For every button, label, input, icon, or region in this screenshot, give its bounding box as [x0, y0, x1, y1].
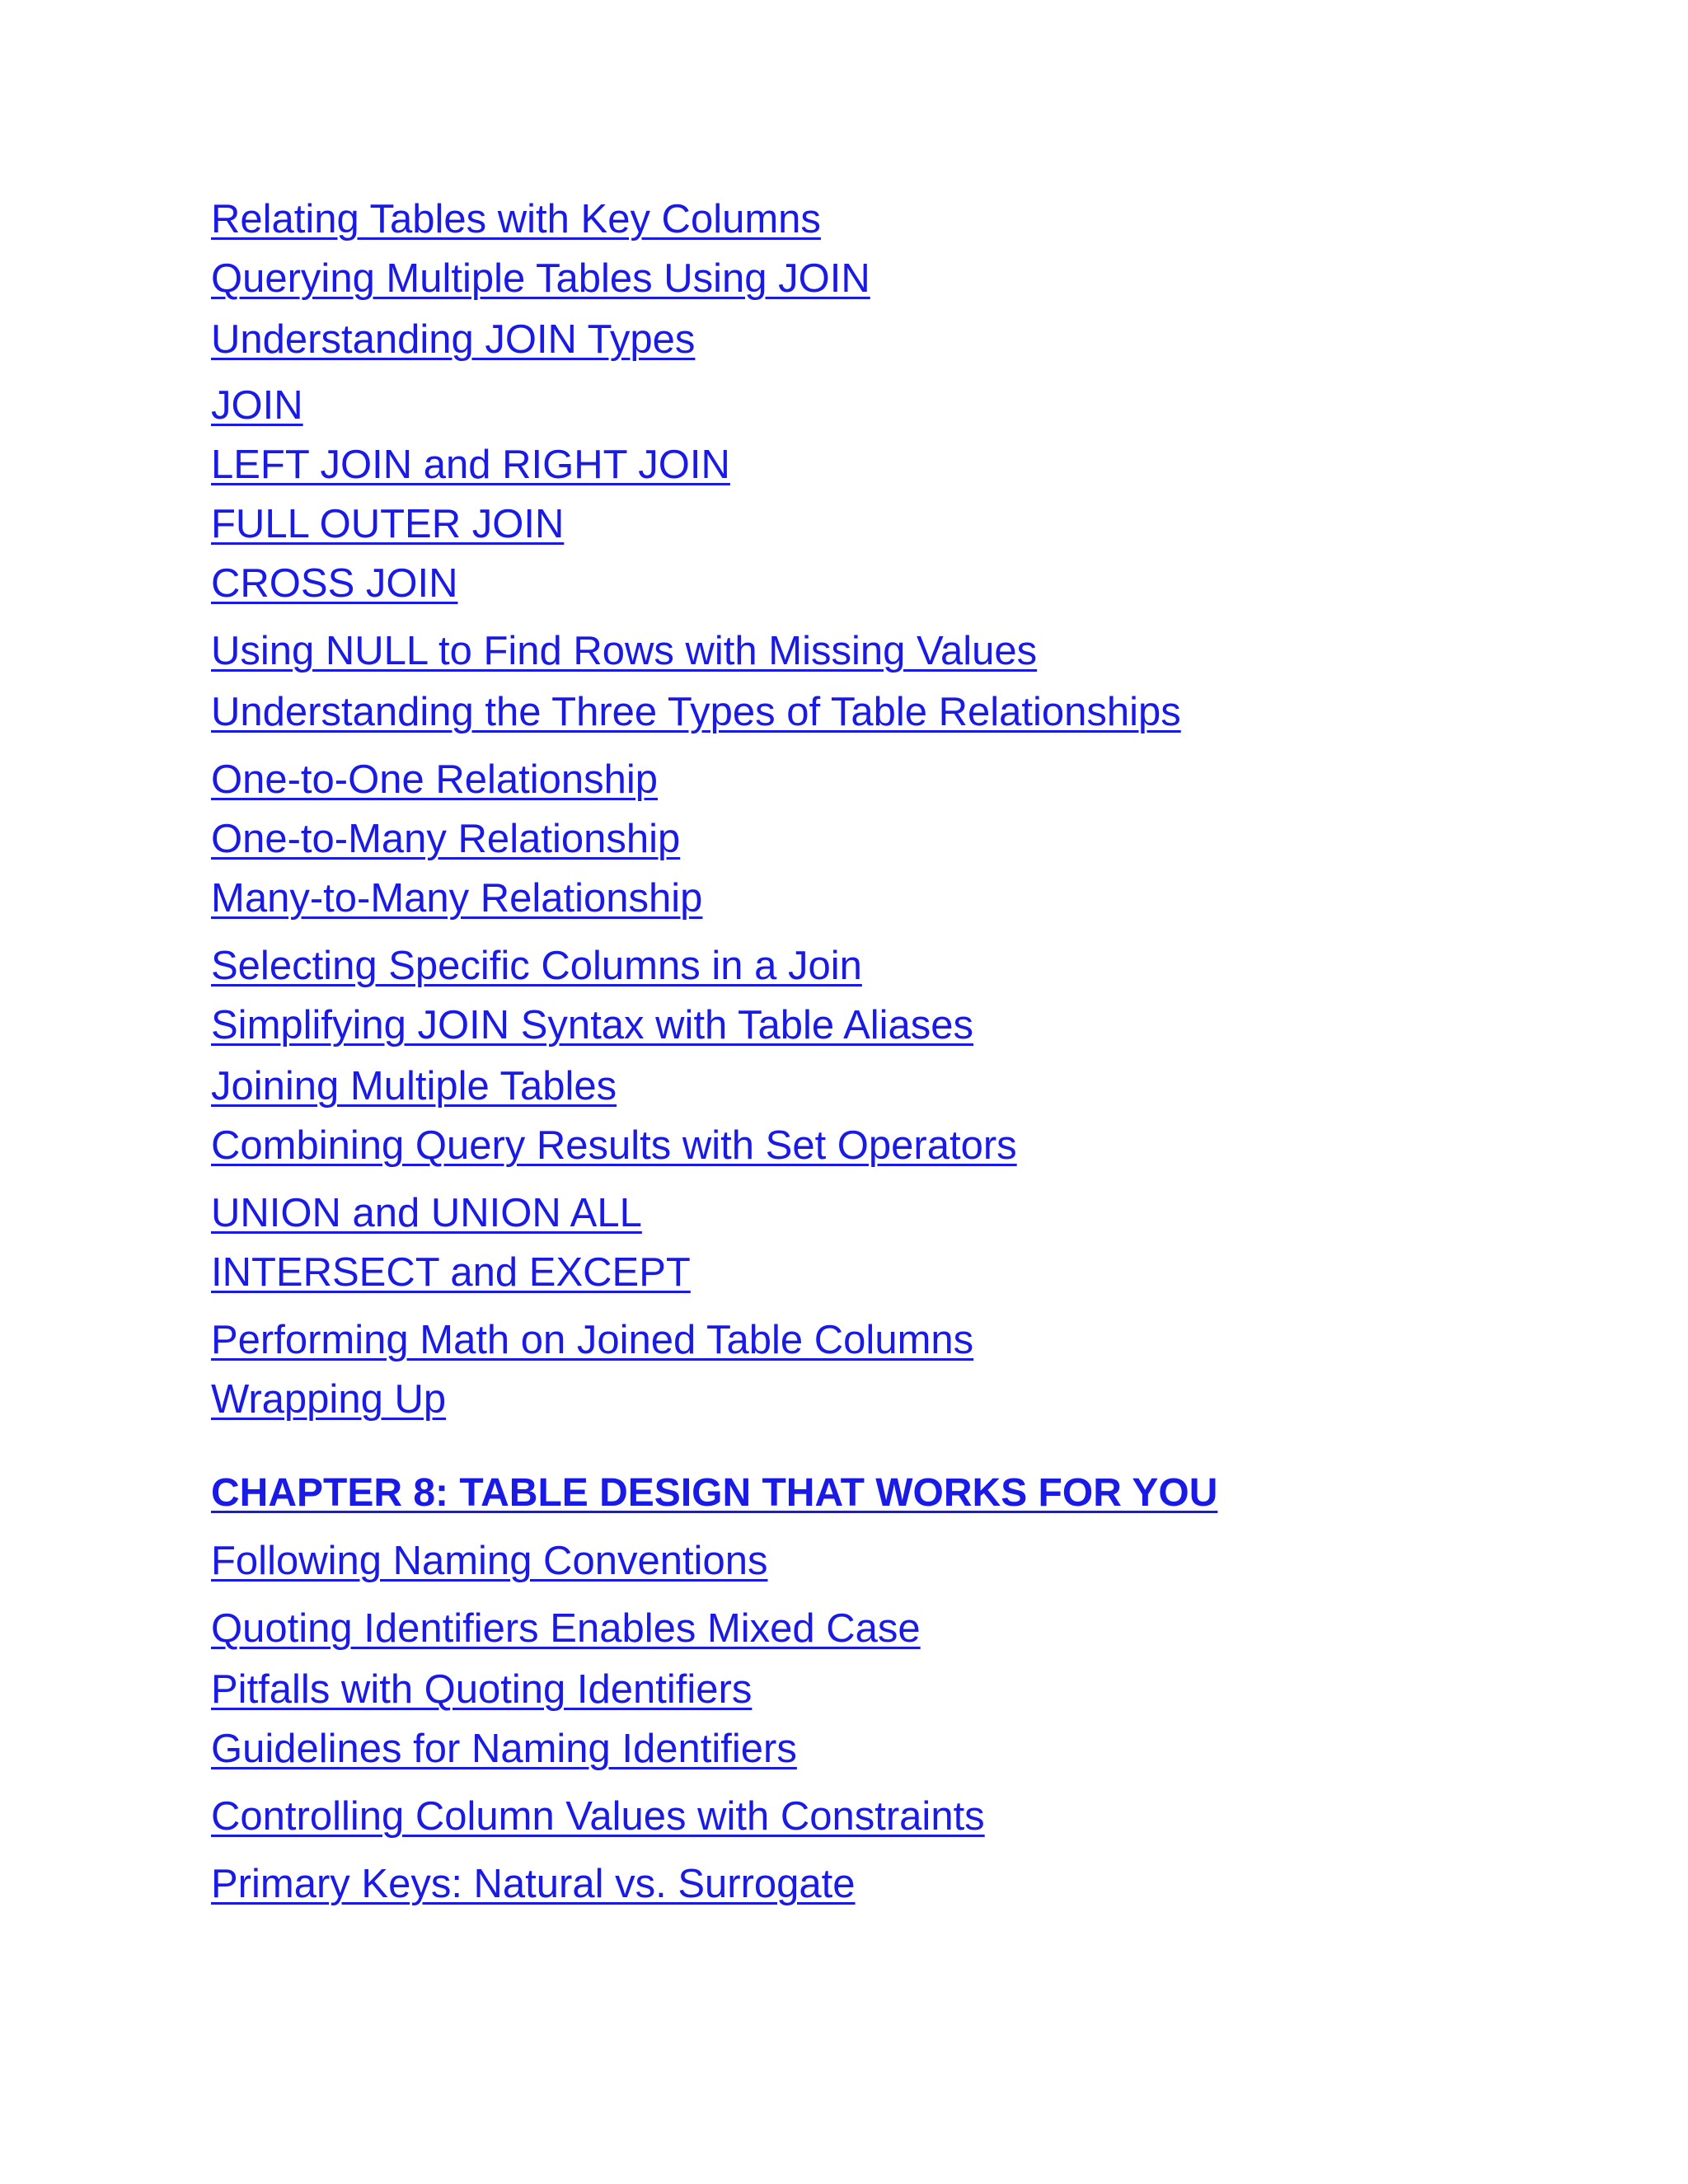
toc-link-chapter-8-heading[interactable]: CHAPTER 8: TABLE DESIGN THAT WORKS FOR YOU	[211, 1471, 1218, 1515]
toc-link-selecting-specific-columns-in-a-join[interactable]: Selecting Specific Columns in a Join	[211, 944, 862, 988]
toc-link-left-join-and-right-join[interactable]: LEFT JOIN and RIGHT JOIN	[211, 443, 730, 487]
toc-link-full-outer-join[interactable]: FULL OUTER JOIN	[211, 502, 565, 546]
toc-link-using-null-to-find-rows[interactable]: Using NULL to Find Rows with Missing Values	[211, 629, 1038, 673]
toc-link-simplifying-join-syntax-with-table-aliases[interactable]: Simplifying JOIN Syntax with Table Aliases	[211, 1003, 974, 1047]
toc-link-three-types-of-table-relationships[interactable]: Understanding the Three Types of Table Relationships	[211, 690, 1181, 734]
toc-link-one-to-many-relationship[interactable]: One-to-Many Relationship	[211, 817, 681, 861]
toc-link-joining-multiple-tables[interactable]: Joining Multiple Tables	[211, 1064, 617, 1108]
toc-link-one-to-one-relationship[interactable]: One-to-One Relationship	[211, 757, 659, 802]
toc-link-intersect-and-except[interactable]: INTERSECT and EXCEPT	[211, 1250, 691, 1295]
toc-link-quoting-identifiers-enables-mixed-case[interactable]: Quoting Identifiers Enables Mixed Case	[211, 1606, 921, 1651]
toc-link-querying-multiple-tables-using-join[interactable]: Querying Multiple Tables Using JOIN	[211, 256, 870, 301]
toc-link-wrapping-up[interactable]: Wrapping Up	[211, 1377, 447, 1422]
toc-link-pitfalls-with-quoting-identifiers[interactable]: Pitfalls with Quoting Identifiers	[211, 1667, 753, 1712]
toc-link-following-naming-conventions[interactable]: Following Naming Conventions	[211, 1539, 768, 1583]
toc-link-performing-math-on-joined-table-columns[interactable]: Performing Math on Joined Table Columns	[211, 1318, 974, 1362]
toc-link-many-to-many-relationship[interactable]: Many-to-Many Relationship	[211, 876, 703, 921]
toc-link-join[interactable]: JOIN	[211, 383, 303, 428]
toc-link-guidelines-for-naming-identifiers[interactable]: Guidelines for Naming Identifiers	[211, 1727, 797, 1771]
toc-link-cross-join[interactable]: CROSS JOIN	[211, 561, 458, 606]
toc-link-combining-query-results-with-set-operators[interactable]: Combining Query Results with Set Operators	[211, 1123, 1017, 1168]
toc-link-understanding-join-types[interactable]: Understanding JOIN Types	[211, 317, 696, 362]
toc-link-controlling-column-values-with-constraints[interactable]: Controlling Column Values with Constraints	[211, 1794, 985, 1839]
toc-link-relating-tables-with-key-columns[interactable]: Relating Tables with Key Columns	[211, 197, 821, 241]
toc-link-primary-keys-natural-vs-surrogate[interactable]: Primary Keys: Natural vs. Surrogate	[211, 1862, 856, 1906]
toc-link-union-and-union-all[interactable]: UNION and UNION ALL	[211, 1191, 642, 1235]
